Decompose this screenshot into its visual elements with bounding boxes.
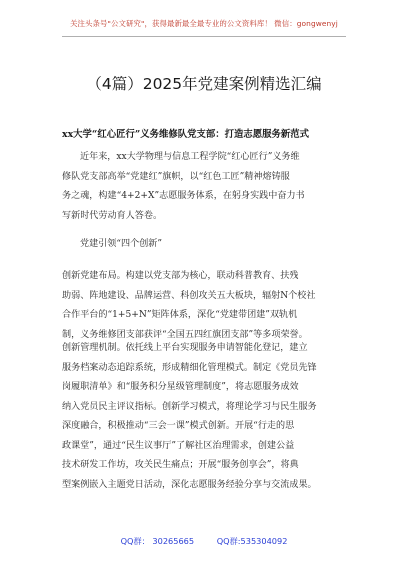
text-line: 写新时代劳动育人答卷。 [62,210,163,221]
header-banner: 关注头条号"公文研究"，获得最新最全最专业的公文资料库！ 微信：gongwenyj [70,19,338,28]
header-divider [62,36,346,37]
text-line: 党建引领“四个创新” [80,239,163,249]
text-line: 助弱、阵地建设、品牌运营、科创攻关五大板块，辐射N个校社 [62,290,316,301]
subheading [62,235,352,255]
text-line: 创新管理机制。依托线上平台实现服务申请智能化登记，建立 [62,343,308,353]
text-line: 合作平台的“1+5+N”矩阵体系，深化“党建带团建”双轨机 [62,310,298,320]
footer [0,536,408,547]
text-line: 型案例嵌入主题党日活动，深化志愿服务经验分享与交流成果。 [62,479,317,490]
text-line: 纳入党员民主评议指标。创新学习模式，将理论学习与民生服务 [62,401,317,412]
text-line: 岗履职清单》和“服务积分星级管理制度”，将志愿服务成效 [62,382,299,392]
text-line: 服务档案动态追踪系统，形成精细化管理模式。制定《党员先锋 [62,362,317,373]
text-line: 政课堂”，通过“民生议事厅”了解社区治理需求，创建公益 [62,440,295,451]
text-line: 近年来，xx大学物理与信息工程学院“红心匠行”义务维 [80,152,300,162]
paragraph-innovation-management [62,339,352,495]
paragraph-innovation-layout [62,267,352,345]
text-line: 制，义务维修团支部获评“全国五四红旗团支部”等多项荣誉。 [62,329,308,340]
qq-group-2: QQ群:535304092 [216,536,288,546]
text-line: 技术研发工作坊，攻关民生痛点；开展“服务创享会”，将典 [62,460,299,470]
paragraph-intro [62,148,352,226]
text-line: 深度融合，积极推动“三会一课”模式创新。开展“行走的思 [62,421,295,431]
section-heading: xx大学“红心匠行”义务维修队党支部：打造志愿服务新范式 [62,129,309,140]
text-line: 务之魂，构建“4+2+X”志愿服务体系，在躬身实践中奋力书 [62,191,305,201]
text-line: 修队党支部高举“党建红”旗帜，以“红色工匠”精神熔铸服 [62,171,290,182]
document-title: （4篇）2025年党建案例精选汇编 [86,75,322,93]
text-line: 创新党建布局。构建以党支部为核心，联动科普教育、扶残 [62,271,299,281]
qq-group-1: QQ群： 30265665 [120,536,195,546]
